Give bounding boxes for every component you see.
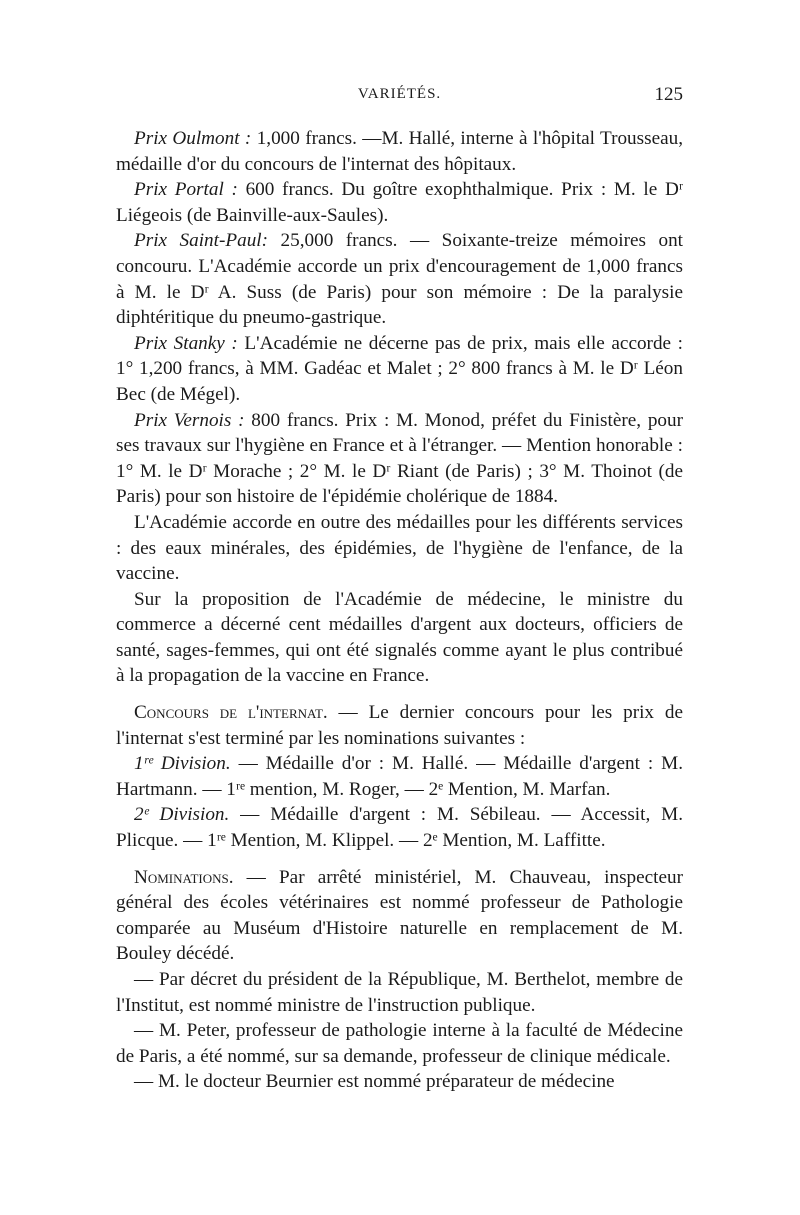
paragraph-lead: 2ᵉ Division.	[134, 804, 230, 826]
paragraph-text: L'Académie accorde en outre des médailles pour les différents services : des eaux minérales, des épidémies, de l'hygiène de l'enfance, de la vaccine.	[116, 511, 683, 585]
paragraph-berthelot	[116, 967, 683, 1018]
paragraph-lead: Prix Portal :	[134, 179, 238, 201]
paragraph-beurnier	[116, 1069, 683, 1095]
paragraph-vaccine	[116, 587, 683, 689]
paragraph-text: — Par arrêté ministériel, M. Chauveau, inspecteur général des écoles vétérinaires est nommé professeur de Pathologie comparée au Muséum d'Histoire naturelle en remplacement de M. Bouley décédé.	[116, 866, 683, 965]
paragraph-nominations	[116, 865, 683, 967]
paragraph-lead: Prix Stanky :	[134, 332, 238, 354]
section-heading: Concours de l'internat.	[134, 702, 328, 724]
paragraph-prix-portal	[116, 177, 683, 228]
paragraph-prix-vernois	[116, 408, 683, 510]
paragraph-lead: Prix Oulmont :	[134, 128, 252, 149]
paragraph-medailles	[116, 510, 683, 587]
paragraph-prix-oulmont	[116, 126, 683, 177]
body-text	[116, 126, 683, 1154]
paragraph-text: Sur la proposition de l'Académie de médecine, le ministre du commerce a décerné cent médailles d'argent aux docteurs, officiers de santé, sages-femmes, qui ont été signalés comme ayant le plus contribué à la propagation de la vaccine en France.	[116, 588, 683, 687]
paragraph-text: L'Académie ne décerne pas de prix, mais elle accorde : 1° 1,200 francs, à MM. Gadéac et Malet ; 2° 800 francs à M. le Dʳ Léon Bec (de Mégel).	[116, 332, 683, 405]
paragraph-text: — Le dernier concours pour les prix de l'internat s'est terminé par les nominations suivantes :	[116, 702, 683, 749]
paragraph-prix-saint-paul	[116, 228, 683, 330]
paragraph-text: 25,000 francs. — Soixante-treize mémoires ont concouru. L'Académie accorde un prix d'encouragement de 1,000 francs à M. le Dʳ A. Suss (de Paris) pour son mémoire : De la paralysie diphtéritique du pneumo-gastrique.	[116, 230, 683, 329]
paragraph-text: 600 francs. Du goître exophthalmique. Prix : M. le Dʳ Liégeois (de Bainville-aux-Saules).	[116, 179, 683, 226]
paragraph-lead: Prix Vernois :	[134, 409, 245, 431]
paragraph-text: 1,000 francs. —M. Hallé, interne à l'hôpital Trousseau, médaille d'or du concours de l'internat des hôpitaux.	[116, 128, 683, 175]
paragraph-lead: 1ʳᵉ Division.	[134, 753, 231, 775]
paragraph-text: — M. Peter, professeur de pathologie interne à la faculté de Médecine de Paris, a été nommé, sur sa demande, professeur de clinique médicale.	[116, 1020, 683, 1067]
paragraph-division-2	[116, 802, 683, 853]
paragraph-lead: Prix Saint-Paul:	[134, 230, 269, 252]
paragraph-text: 800 francs. Prix : M. Monod, préfet du Finistère, pour ses travaux sur l'hygiène en France et à l'étranger. — Mention honorable : 1° M. le Dʳ Morache ; 2° M. le Dʳ Riant (de Paris) ; 3° M. Thoinot (de Paris) pour son histoire de l'épidémie cholérique de 1884.	[116, 409, 683, 508]
paragraph-text: — Médaille d'argent : M. Sébileau. — Accessit, M. Plicque. — 1ʳᵉ Mention, M. Klippel. — 2ᵉ Mention, M. Laffitte.	[116, 804, 683, 852]
paragraph-text: — M. le docteur Beurnier est nommé préparateur de médecine	[134, 1071, 615, 1093]
paragraph-text: — Par décret du président de la République, M. Berthelot, membre de l'Institut, est nommé ministre de l'instruction publique.	[116, 969, 683, 1016]
page-number: 125	[654, 84, 683, 105]
paragraph-division-1	[116, 751, 683, 802]
paragraph-peter	[116, 1018, 683, 1069]
running-title: VARIÉTÉS.	[357, 86, 442, 102]
section-heading: Nominations.	[134, 866, 234, 888]
paragraph-concours-internat	[116, 700, 683, 751]
paragraph-text: — Médaille d'or : M. Hallé. — Médaille d'argent : M. Hartmann. — 1ʳᵉ mention, M. Roger, — 2ᵉ Mention, M. Marfan.	[116, 753, 683, 800]
paragraph-prix-stanky	[116, 331, 683, 408]
page-header	[116, 84, 683, 108]
